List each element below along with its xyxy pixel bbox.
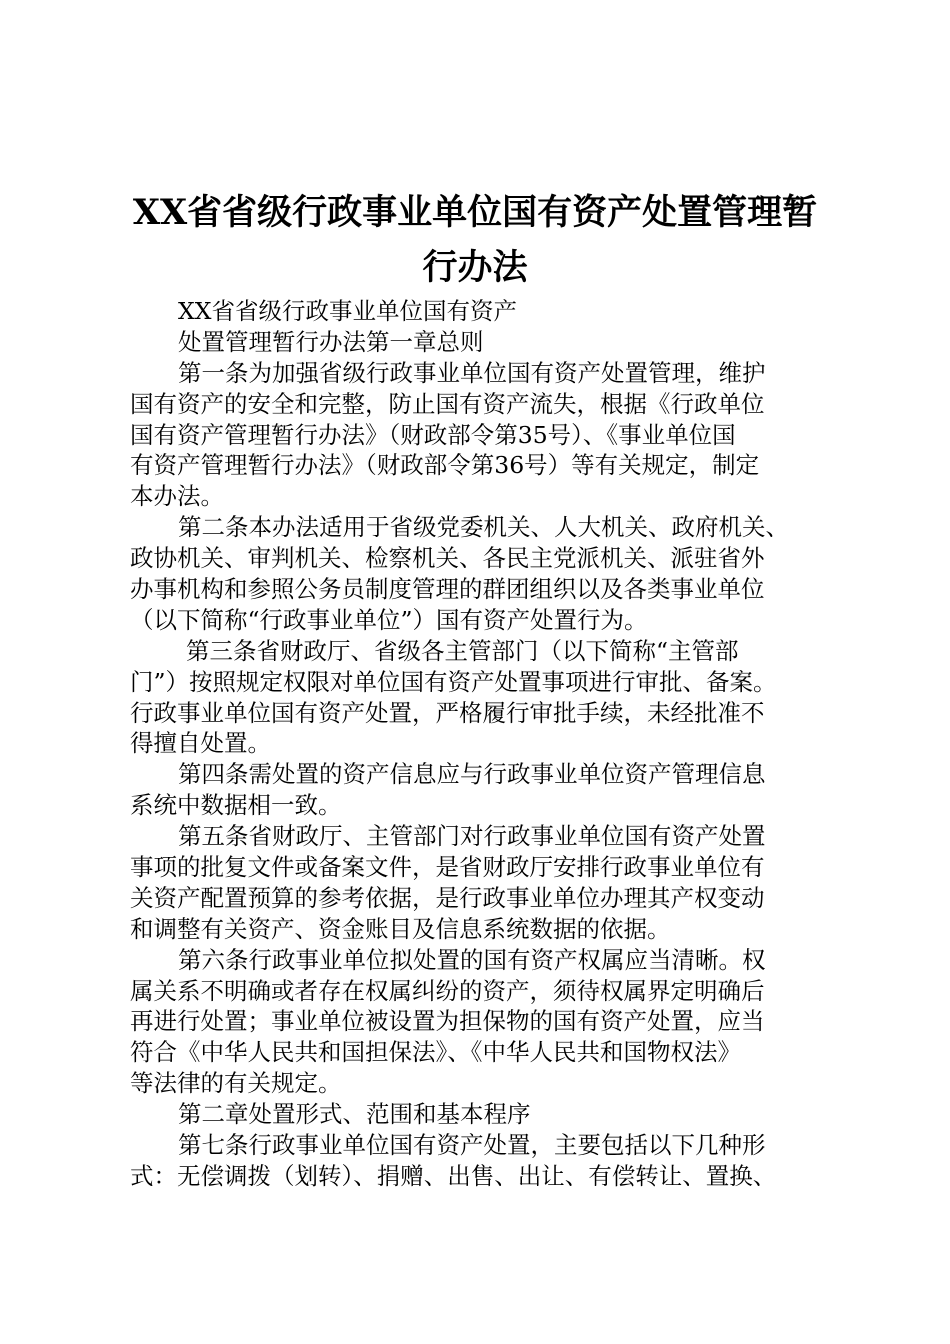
- body-line: 属关系不明确或者存在权属纠纷的资产，须待权属界定明确后: [130, 976, 765, 1005]
- body-line: 有资产管理暂行办法》（财政部令第36号）等有关规定，制定: [130, 451, 760, 480]
- body-line: 再进行处置；事业单位被设置为担保物的国有资产处置，应当: [130, 1007, 765, 1036]
- body-line: 等法律的有关规定。: [130, 1069, 342, 1098]
- document-body: [130, 296, 830, 1192]
- body-line: 和调整有关资产、资金账目及信息系统数据的依据。: [130, 914, 671, 943]
- body-line: 处置管理暂行办法第一章总则: [178, 327, 484, 356]
- body-line: 国有资产的安全和完整，防止国有资产流失，根据《行政单位: [130, 389, 765, 418]
- body-line: 得擅自处置。: [130, 729, 271, 758]
- body-line: 系统中数据相一致。: [130, 791, 342, 820]
- body-line: 第四条需处置的资产信息应与行政事业单位资产管理信息: [178, 760, 766, 789]
- body-line: 符合《中华人民共和国担保法》、《中华人民共和国物权法》: [130, 1038, 741, 1067]
- body-line: 第一条为加强省级行政事业单位国有资产处置管理，维护: [178, 358, 766, 387]
- body-line: 第二条本办法适用于省级党委机关、人大机关、政府机关、: [178, 513, 789, 542]
- body-line: 第七条行政事业单位国有资产处置，主要包括以下几种形: [178, 1131, 766, 1160]
- document-title-line-2: 行办法: [422, 247, 528, 288]
- body-line: 式：无偿调拨（划转）、捐赠、出售、出让、有偿转让、置换、: [130, 1161, 777, 1190]
- body-line: 第五条省财政厅、主管部门对行政事业单位国有资产处置: [178, 822, 766, 851]
- body-line: 关资产配置预算的参考依据，是行政事业单位办理其产权变动: [130, 883, 765, 912]
- body-line: XX省省级行政事业单位国有资产: [178, 297, 517, 325]
- body-line: 第二章处置形式、范围和基本程序: [178, 1100, 531, 1129]
- body-line: 政协机关、审判机关、检察机关、各民主党派机关、派驻省外: [130, 544, 765, 573]
- body-line: 第三条省财政厅、省级各主管部门（以下简称“主管部: [186, 636, 739, 665]
- body-line: 本办法。: [130, 482, 224, 511]
- body-line: 门”）按照规定权限对单位国有资产处置事项进行审批、备案。: [130, 667, 777, 696]
- body-line: 第六条行政事业单位拟处置的国有资产权属应当清晰。权: [178, 945, 766, 974]
- body-line: 办事机构和参照公务员制度管理的群团组织以及各类事业单位: [130, 575, 765, 604]
- body-line: （以下简称“行政事业单位”）国有资产处置行为。: [130, 605, 648, 634]
- document-title-line-1: XX省省级行政事业单位国有资产处置管理暂: [132, 192, 818, 233]
- body-line: 事项的批复文件或备案文件，是省财政厅安排行政事业单位有: [130, 853, 765, 882]
- body-line: 国有资产管理暂行办法》（财政部令第35号）、《事业单位国: [130, 420, 736, 449]
- body-line: 行政事业单位国有资产处置，严格履行审批手续，未经批准不: [130, 698, 765, 727]
